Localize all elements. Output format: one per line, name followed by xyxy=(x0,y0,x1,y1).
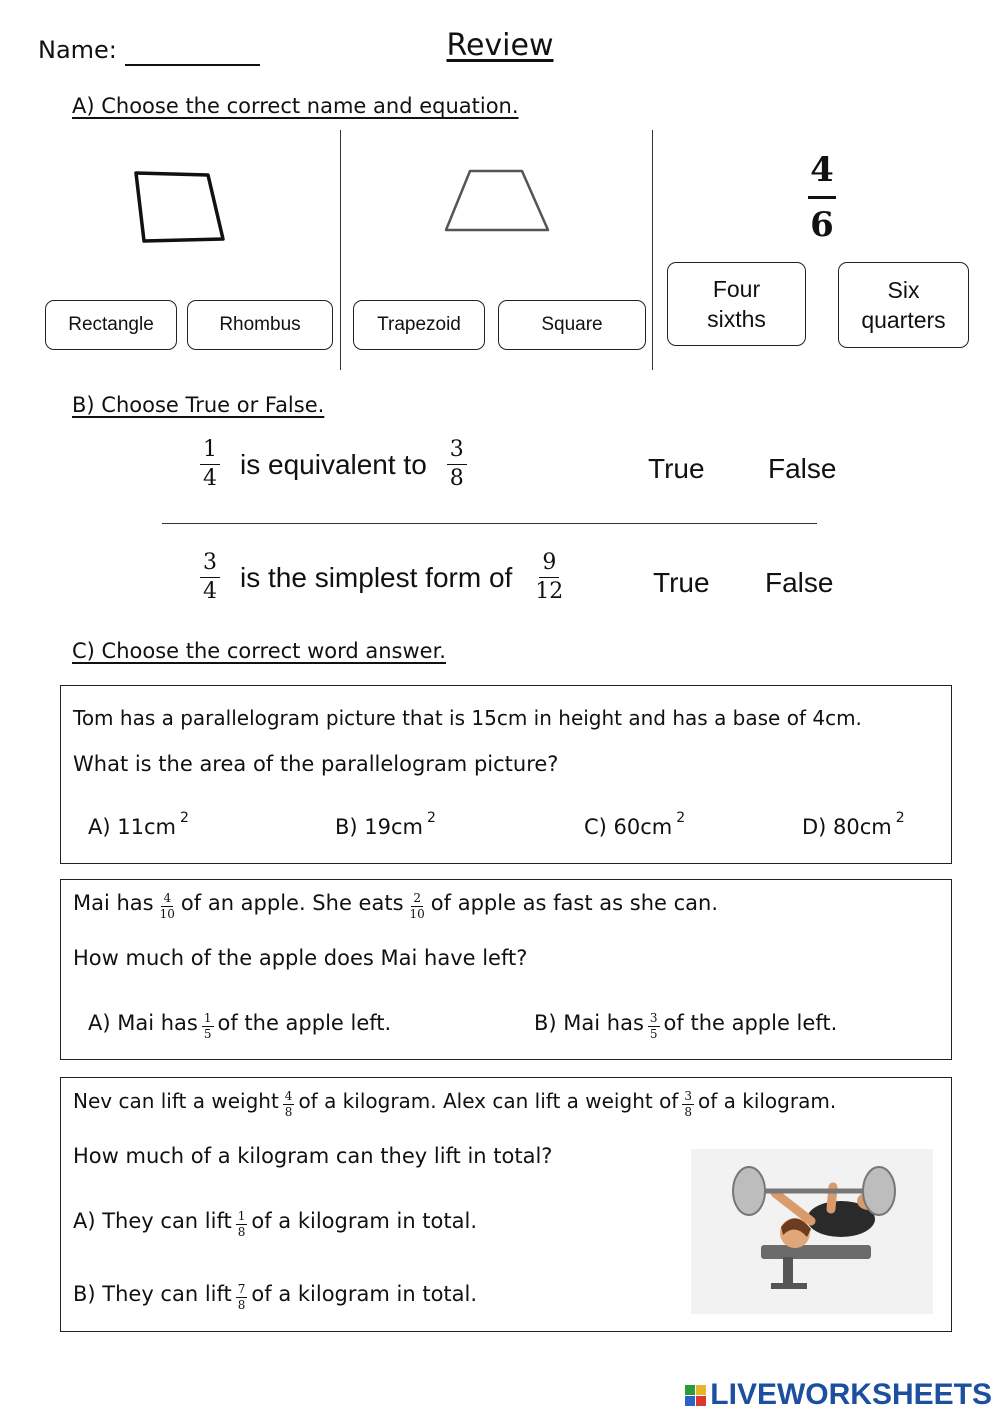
numerator: 9 xyxy=(539,551,559,578)
trapezoid-shape xyxy=(440,163,555,238)
question-2-line1 xyxy=(73,888,718,922)
text-part: of a kilogram. Alex can lift a weight of xyxy=(298,1088,679,1113)
choice-line1: Six xyxy=(887,277,920,303)
denominator: 5 xyxy=(649,1027,658,1042)
denominator: 8 xyxy=(237,1225,246,1240)
fraction-one-fifth xyxy=(202,1012,214,1041)
unit-superscript: 2 xyxy=(895,810,905,826)
page-title: Review xyxy=(446,28,554,63)
question-2-line2: How much of the apple does Mai have left? xyxy=(73,946,528,970)
section-b-heading: B) Choose True or False. xyxy=(72,393,325,417)
fraction-three-eighths xyxy=(447,438,467,491)
statement-divider xyxy=(162,523,817,524)
text-part: A) Mai has xyxy=(88,1010,198,1035)
question-2-option-b[interactable] xyxy=(534,1008,838,1042)
question-1-line1: Tom has a parallelogram picture that is 15cm in height and has a base of 4cm. xyxy=(73,706,862,730)
fraction-two-tenths xyxy=(408,892,427,921)
question-3-line1 xyxy=(73,1086,837,1120)
choice-line2: sixths xyxy=(707,306,766,332)
fraction-nine-twelfths xyxy=(532,551,566,604)
fraction-three-quarters xyxy=(200,551,220,604)
fraction-four-tenths xyxy=(158,892,177,921)
six-quarters-choice[interactable] xyxy=(838,262,969,348)
statement-2-false[interactable]: False xyxy=(765,567,834,598)
fraction-numerator: 4 xyxy=(810,150,834,190)
numerator: 3 xyxy=(447,438,467,465)
option-text: B) 19cm xyxy=(335,815,423,839)
text-part: of the apple left. xyxy=(217,1010,392,1035)
unit-superscript: 2 xyxy=(179,810,189,826)
denominator: 8 xyxy=(449,466,464,492)
rectangle-choice[interactable]: Rectangle xyxy=(45,300,177,350)
option-text: C) 60cm xyxy=(584,815,673,839)
rhombus-shape xyxy=(128,165,232,251)
trapezoid-choice[interactable]: Trapezoid xyxy=(353,300,485,350)
section-c-heading: C) Choose the correct word answer. xyxy=(72,639,446,663)
statement-text: is the simplest form of xyxy=(240,561,513,593)
numerator: 1 xyxy=(236,1210,248,1225)
text-part: B) Mai has xyxy=(534,1010,644,1035)
denominator: 10 xyxy=(159,907,175,922)
numerator: 3 xyxy=(682,1090,694,1105)
square-choice[interactable]: Square xyxy=(498,300,646,350)
numerator: 4 xyxy=(283,1090,295,1105)
denominator: 10 xyxy=(409,907,425,922)
fraction-seven-eighths xyxy=(236,1283,248,1312)
choice-line1: Four xyxy=(712,276,761,302)
text-part: of the apple left. xyxy=(663,1010,838,1035)
text-part: of an apple. She eats xyxy=(180,890,404,915)
brand-name: LIVEWORKSHEETS xyxy=(710,1378,992,1411)
statement-1 xyxy=(192,438,475,491)
question-1-option-d[interactable] xyxy=(802,810,905,839)
fraction-three-eighths-small xyxy=(682,1090,694,1119)
unit-superscript: 2 xyxy=(676,810,686,826)
question-3-line2: How much of a kilogram can they lift in total? xyxy=(73,1144,553,1168)
logo-badge-icon xyxy=(685,1385,706,1406)
denominator: 4 xyxy=(203,579,217,605)
fraction-three-fifths xyxy=(648,1012,660,1041)
statement-2 xyxy=(192,551,574,604)
text-part: of apple as fast as she can. xyxy=(430,890,718,915)
fraction-bar xyxy=(808,196,836,199)
statement-text: is equivalent to xyxy=(240,448,427,480)
denominator: 4 xyxy=(203,466,217,492)
numerator: 3 xyxy=(200,551,220,578)
unit-superscript: 2 xyxy=(427,810,436,826)
fraction-four-eighths xyxy=(283,1090,295,1119)
question-1-option-c[interactable] xyxy=(584,810,686,839)
divider-2 xyxy=(652,130,653,370)
denominator: 12 xyxy=(535,579,564,605)
statement-1-true[interactable]: True xyxy=(648,453,705,484)
numerator: 7 xyxy=(236,1283,248,1298)
section-a-heading: A) Choose the correct name and equation. xyxy=(72,94,519,118)
weightlifter-illustration xyxy=(691,1149,933,1314)
denominator: 8 xyxy=(284,1105,293,1120)
fraction-one-quarter xyxy=(200,438,220,491)
statement-2-true[interactable]: True xyxy=(653,567,710,598)
fraction-denominator: 6 xyxy=(810,205,834,245)
numerator: 2 xyxy=(411,892,423,907)
name-label: Name: xyxy=(38,36,117,64)
question-1-option-a[interactable] xyxy=(88,810,189,839)
question-3-option-a[interactable] xyxy=(73,1206,477,1240)
text-part: Nev can lift a weight xyxy=(73,1088,279,1113)
numerator: 3 xyxy=(648,1012,660,1027)
liveworksheets-logo xyxy=(685,1378,992,1412)
question-1-line2: What is the area of the parallelogram picture? xyxy=(73,752,559,776)
text-part: of a kilogram. xyxy=(697,1088,837,1113)
statement-1-false[interactable]: False xyxy=(768,453,837,484)
option-text: D) 80cm xyxy=(802,815,892,839)
text-part: of a kilogram in total. xyxy=(251,1208,477,1233)
text-part: A) They can lift xyxy=(73,1208,232,1233)
numerator: 1 xyxy=(200,438,220,465)
choice-line2: quarters xyxy=(861,307,946,333)
denominator: 5 xyxy=(203,1027,212,1042)
text-part: B) They can lift xyxy=(73,1281,232,1306)
text-part: Mai has xyxy=(73,890,154,915)
four-sixths-choice[interactable] xyxy=(667,262,806,346)
text-part: of a kilogram in total. xyxy=(251,1281,478,1306)
denominator: 8 xyxy=(237,1298,246,1313)
name-blank-line xyxy=(125,64,260,66)
option-text: A) 11cm xyxy=(88,815,176,839)
numerator: 1 xyxy=(202,1012,214,1027)
rhombus-choice[interactable]: Rhombus xyxy=(187,300,333,350)
question-1-option-b[interactable] xyxy=(335,810,436,839)
denominator: 8 xyxy=(684,1105,692,1120)
question-3-option-b[interactable] xyxy=(73,1279,478,1313)
divider-1 xyxy=(340,130,341,370)
fraction-one-eighth xyxy=(236,1210,248,1239)
fraction-four-sixths xyxy=(802,150,842,245)
question-2-option-a[interactable] xyxy=(88,1008,392,1042)
numerator: 4 xyxy=(161,892,173,907)
